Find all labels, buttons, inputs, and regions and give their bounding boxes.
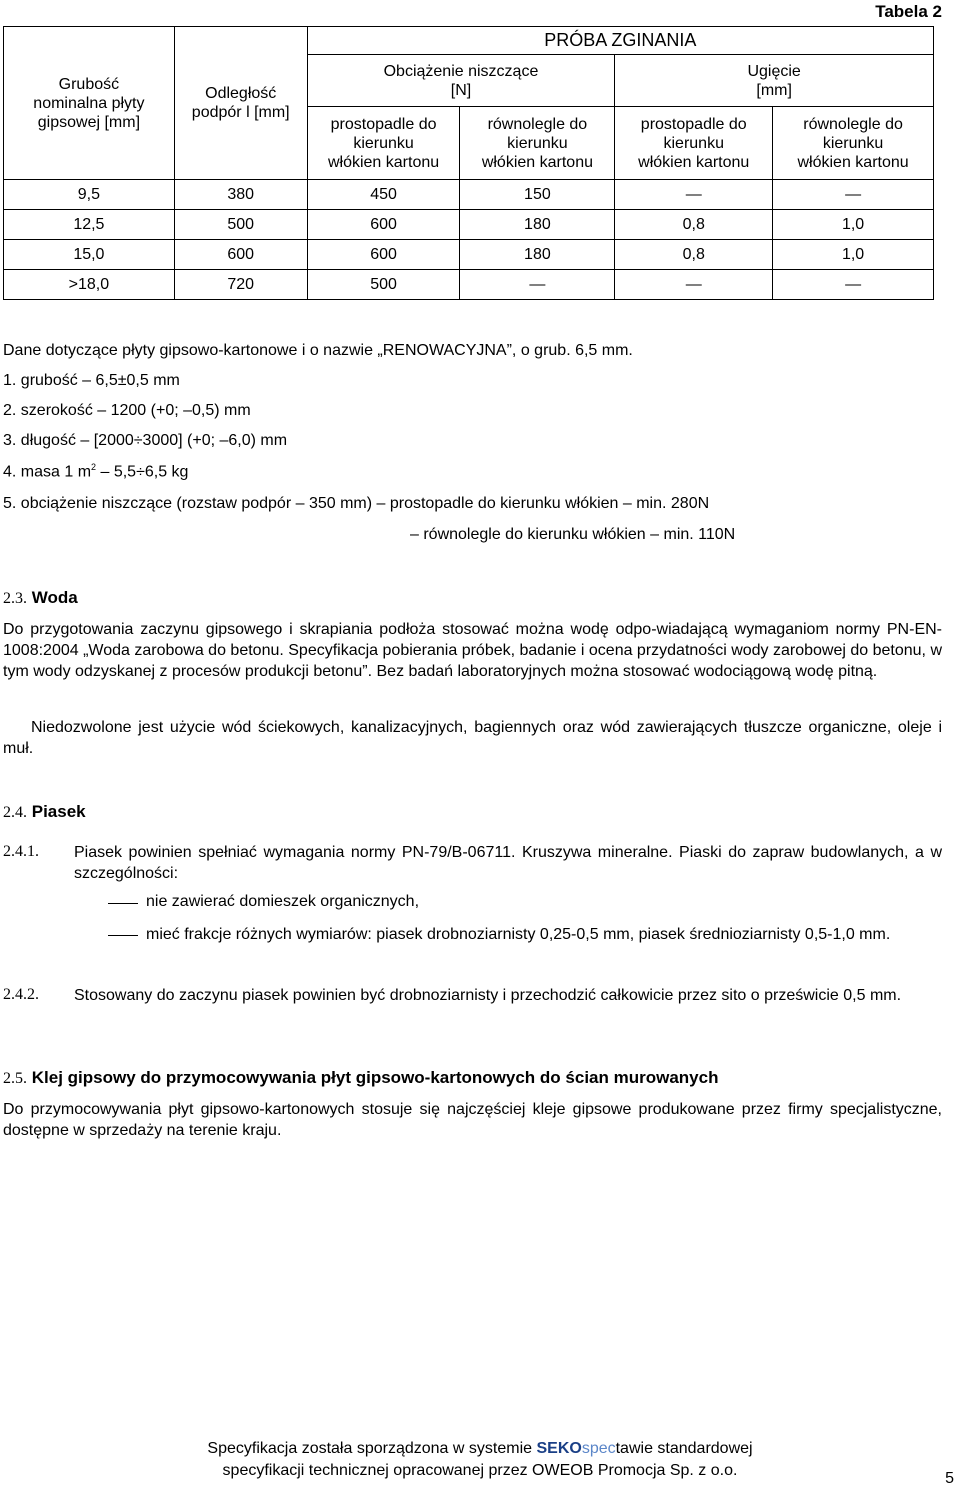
list-item: 2. szerokość – 1200 (+0; –0,5) mm	[3, 402, 251, 419]
table-cell: 9,5	[4, 180, 175, 210]
table-cell: 500	[174, 210, 307, 240]
table-cell: 1,0	[773, 240, 934, 270]
list-item: nie zawierać domieszek organicznych,	[146, 893, 420, 910]
table-cell: 450	[307, 180, 460, 210]
table-cell: 380	[174, 180, 307, 210]
adhesive-paragraph: Do przymocowywania płyt gipsowo-kartonowych stosuje się najczęściej kleje gipsowe produkowane przez firmy specjalistyczne, dostępne w sprzedaży na terenie kraju.	[3, 1101, 942, 1139]
water-paragraph: Do przygotowania zaczynu gipsowego i skrapiania podłoża stosować można wodę odpo-wiadającą wymaganiom normy PN-EN-1008:2004 „Woda zarobowa do betonu. Specyfikacja pobierania próbek, badanie i ocena przydatności wody zarobowej do betonu, w tym wody odzyskanej z procesów produkcji betonu”. Bez badań laboratoryjnych można stosować wodociągową wodę pitną.	[3, 621, 942, 680]
table-row	[4, 270, 934, 300]
footer-line-2: specyfikacji technicznej opracowanej przez OWEOB Promocja Sp. z o.o.	[222, 1462, 738, 1479]
list-item: 1. grubość – 6,5±0,5 mm	[3, 372, 180, 389]
subsection-number: 2.4.1.	[3, 843, 39, 860]
header-deflection-parallel: równolegle do kierunku włókien kartonu	[773, 107, 934, 180]
header-load-perpendicular: prostopadle do kierunku włókien kartonu	[307, 107, 460, 180]
list-item: mieć frakcje różnych wymiarów: piasek drobnoziarnisty 0,25-0,5 mm, piasek średnioziarnisty 0,5-1,0 mm.	[146, 926, 891, 943]
table-row	[4, 240, 934, 270]
section-heading-adhesive: 2.5. Klej gipsowy do przymocowywania płyt gipsowo-kartonowych do ścian murowanych	[3, 1068, 719, 1087]
header-thickness: Grubość nominalna płyty gipsowej [mm]	[4, 27, 175, 180]
table-cell: 12,5	[4, 210, 175, 240]
sand-grain-paragraph: Stosowany do zaczynu piasek powinien być drobnoziarnisty i przechodzić całkowicie przez sito o prześwicie 0,5 mm.	[74, 987, 902, 1004]
list-item: 5. obciążenie niszczące (rozstaw podpór – 350 mm) – prostopadle do kierunku włókien – min. 280N	[3, 495, 710, 512]
sand-requirements-paragraph: Piasek powinien spełniać wymagania normy PN-79/B-06711. Kruszywa mineralne. Piaski do zapraw budowlanych, a w szczególności:	[74, 844, 942, 882]
dash-bullet	[108, 935, 138, 936]
header-bending-test: PRÓBA ZGINANIA	[307, 27, 933, 55]
section-heading-water: 2.3. Woda	[3, 588, 78, 607]
dash-bullet	[108, 903, 138, 904]
subsection-number: 2.4.2.	[3, 986, 39, 1003]
table-cell: 150	[460, 180, 615, 210]
bending-test-table	[3, 26, 934, 300]
table-cell: —	[773, 270, 934, 300]
table-cell: 15,0	[4, 240, 175, 270]
table-row	[4, 180, 934, 210]
footer-line-1: Specyfikacja została sporządzona w systemie SEKOspectawie standardowej	[207, 1440, 753, 1457]
table-cell: 600	[307, 210, 460, 240]
table-cell: 600	[174, 240, 307, 270]
table-cell: 720	[174, 270, 307, 300]
header-load: Obciążenie niszczące [N]	[307, 55, 615, 107]
list-item: 3. długość – [2000÷3000] (+0; –6,0) mm	[3, 432, 288, 449]
header-load-parallel: równolegle do kierunku włókien kartonu	[460, 107, 615, 180]
seko-logo-text: SEKO	[536, 1440, 582, 1457]
table-cell: —	[615, 180, 773, 210]
table-cell: 600	[307, 240, 460, 270]
table-cell: —	[460, 270, 615, 300]
page-number: 5	[945, 1470, 954, 1487]
table-cell: 0,8	[615, 240, 773, 270]
section-heading-sand: 2.4. Piasek	[3, 802, 86, 821]
table-cell: 0,8	[615, 210, 773, 240]
header-spacing: Odległość podpór l [mm]	[174, 27, 307, 180]
table-cell: —	[773, 180, 934, 210]
header-deflection: Ugięcie [mm]	[615, 55, 934, 107]
renovation-intro: Dane dotyczące płyty gipsowo-kartonowe i o nazwie „RENOWACYJNA”, o grub. 6,5 mm.	[3, 342, 633, 359]
water-restrictions-paragraph: Niedozwolone jest użycie wód ściekowych, kanalizacyjnych, bagiennych oraz wód zawierających tłuszcze organiczne, oleje i muł.	[3, 719, 942, 757]
list-item-continuation: – równolegle do kierunku włókien – min. 110N	[410, 526, 736, 543]
table-cell: 180	[460, 240, 615, 270]
table-cell: —	[615, 270, 773, 300]
table-cell: >18,0	[4, 270, 175, 300]
table-cell: 180	[460, 210, 615, 240]
table-cell: 1,0	[773, 210, 934, 240]
table-cell: 500	[307, 270, 460, 300]
list-item: 4. masa 1 $m^2 - 5,5\div 6,5$ kg	[3, 462, 189, 481]
header-deflection-perpendicular: prostopadle do kierunku włókien kartonu	[615, 107, 773, 180]
table-row	[4, 210, 934, 240]
table-caption: Tabela 2	[875, 2, 942, 21]
